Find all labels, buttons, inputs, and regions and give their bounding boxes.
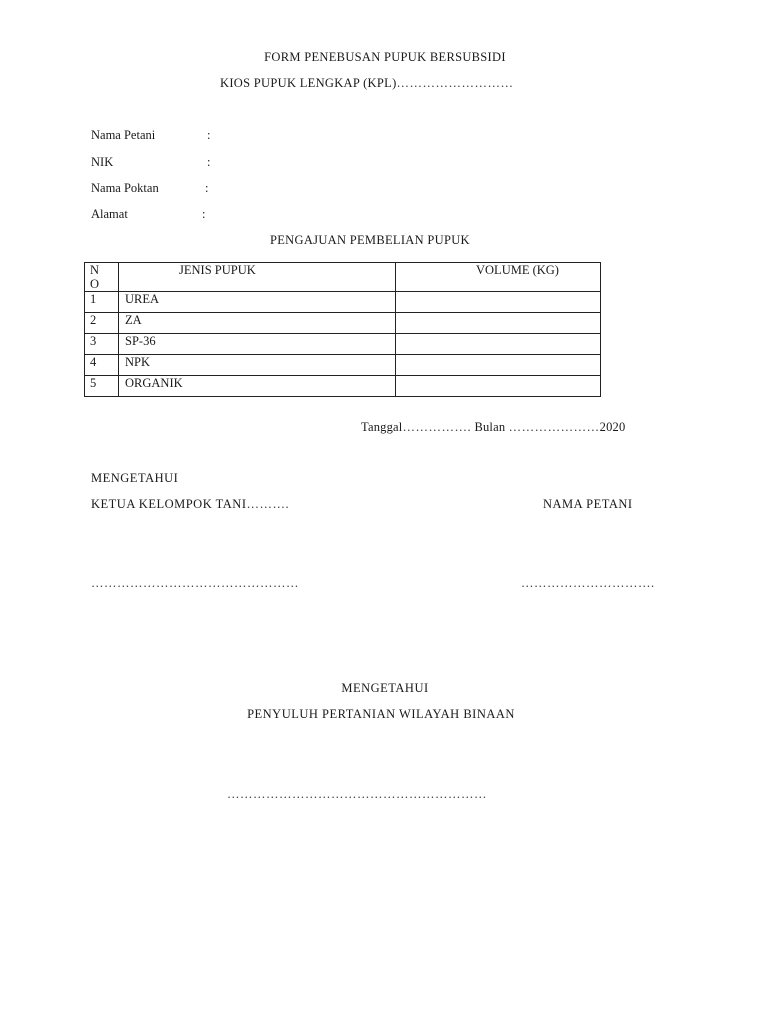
cell-no: 5 bbox=[85, 376, 119, 397]
table-row bbox=[85, 334, 601, 355]
bulan-label: Bulan bbox=[474, 420, 506, 434]
field-separator: : bbox=[207, 128, 211, 142]
field-label: NIK bbox=[91, 155, 114, 169]
date-line bbox=[361, 420, 625, 435]
table-row bbox=[85, 292, 601, 313]
fertilizer-table bbox=[84, 262, 601, 397]
field-label: Alamat bbox=[91, 207, 128, 221]
header-jenis-pupuk: JENIS PUPUK bbox=[119, 263, 396, 292]
field-nik bbox=[91, 155, 210, 170]
field-label: Nama Poktan bbox=[91, 181, 159, 195]
ketua-signature-line: ………………………………………… bbox=[91, 576, 299, 590]
field-separator: : bbox=[202, 207, 206, 221]
table-title: PENGAJUAN PEMBELIAN PUPUK bbox=[270, 233, 470, 247]
cell-volume[interactable] bbox=[396, 334, 601, 355]
field-label: Nama Petani bbox=[91, 128, 156, 142]
year: 2020 bbox=[599, 420, 626, 434]
mengetahui-label-2: MENGETAHUI bbox=[341, 681, 429, 695]
ketua-label: KETUA KELOMPOK TANI bbox=[91, 497, 247, 511]
bulan-dots: ………………… bbox=[508, 420, 600, 434]
field-nama-petani bbox=[91, 128, 210, 143]
cell-jenis: ORGANIK bbox=[119, 376, 396, 397]
field-separator: : bbox=[205, 181, 209, 195]
petani-signature-line: …………………………. bbox=[521, 576, 655, 590]
cell-no: 2 bbox=[85, 313, 119, 334]
kios-label: KIOS PUPUK LENGKAP (KPL) bbox=[220, 76, 397, 90]
cell-volume[interactable] bbox=[396, 313, 601, 334]
cell-volume[interactable] bbox=[396, 376, 601, 397]
field-alamat bbox=[91, 207, 205, 222]
table-row bbox=[85, 376, 601, 397]
table-row bbox=[85, 313, 601, 334]
penyuluh-signature-line: …………………………………………………… bbox=[227, 787, 487, 801]
cell-jenis: SP-36 bbox=[119, 334, 396, 355]
penyuluh-label: PENYULUH PERTANIAN WILAYAH BINAAN bbox=[247, 707, 515, 721]
field-separator: : bbox=[207, 155, 211, 169]
cell-no: 4 bbox=[85, 355, 119, 376]
header-volume: VOLUME (KG) bbox=[396, 263, 601, 292]
cell-volume[interactable] bbox=[396, 292, 601, 313]
tanggal-label: Tanggal bbox=[361, 420, 403, 434]
cell-jenis: UREA bbox=[119, 292, 396, 313]
table-row bbox=[85, 355, 601, 376]
cell-jenis: ZA bbox=[119, 313, 396, 334]
header-no: NO bbox=[85, 263, 119, 292]
tanggal-dots: ……………. bbox=[402, 420, 472, 434]
table-header-row bbox=[85, 263, 601, 292]
cell-no: 1 bbox=[85, 292, 119, 313]
kios-line bbox=[220, 76, 514, 91]
form-title: FORM PENEBUSAN PUPUK BERSUBSIDI bbox=[264, 50, 506, 64]
field-nama-poktan bbox=[91, 181, 208, 196]
nama-petani-label: NAMA PETANI bbox=[543, 497, 633, 511]
kios-dots: ……………………… bbox=[396, 76, 514, 90]
cell-jenis: NPK bbox=[119, 355, 396, 376]
cell-volume[interactable] bbox=[396, 355, 601, 376]
cell-no: 3 bbox=[85, 334, 119, 355]
ketua-kelompok-line bbox=[91, 497, 289, 512]
ketua-dots: ………. bbox=[246, 497, 290, 511]
mengetahui-label: MENGETAHUI bbox=[91, 471, 179, 485]
